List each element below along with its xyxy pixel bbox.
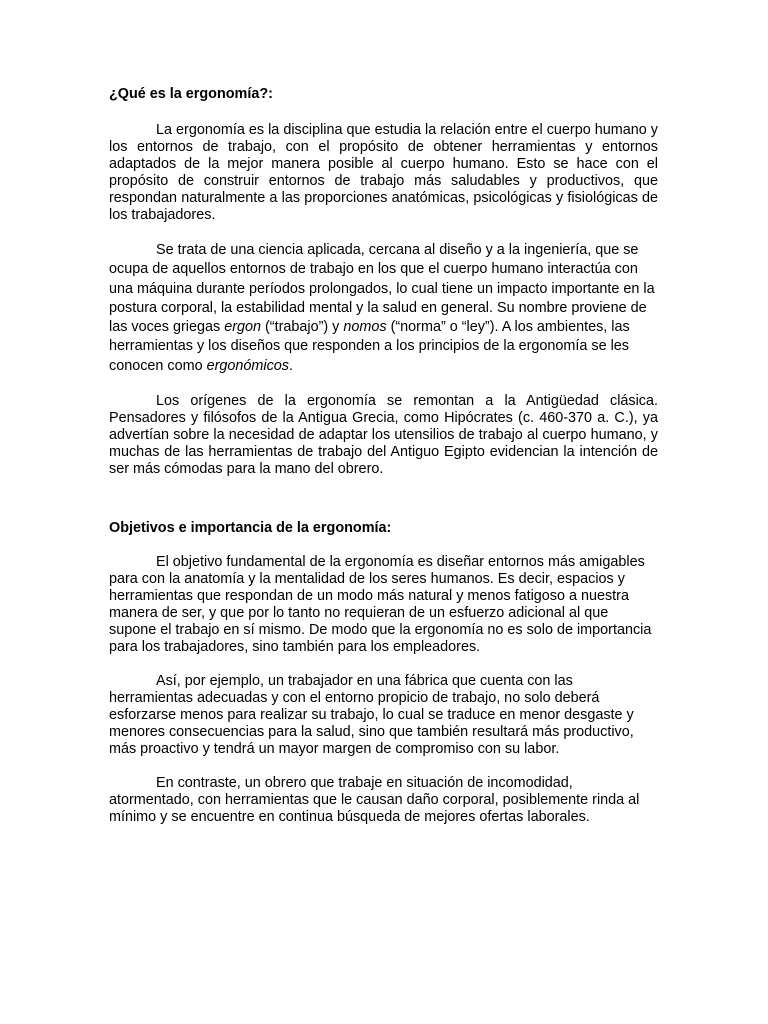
paragraph-text: .	[288, 357, 293, 374]
term-nomos: nomos	[343, 319, 387, 336]
section-heading-objetivos: Objetivos e importancia de la ergonomía:	[109, 520, 392, 537]
document-body	[109, 86, 658, 826]
paragraph-origenes: Los orígenes de la ergonomía se remontan a la Antigüedad clásica. Pensadores y filósofos de la Antigua Grecia, como Hipócrates (c. 460-370 a. C.), ya advertían sobre la necesidad de adaptar los utensilios de trabajo al cuerpo humano, y muchas de las herramientas de trabajo del Antiguo Egipto evidencian la intención de ser más cómodas para la mano del obrero.	[109, 393, 658, 478]
paragraph-ciencia-aplicada	[109, 241, 658, 376]
term-ergonomicos: ergonómicos	[206, 357, 289, 374]
paragraph-text: (“norma” o “ley”). A los ambientes, las herramientas y los diseños que responden a los principios de la ergonomía se les conocen como	[109, 319, 630, 374]
paragraph-ejemplo-trabajador: Así, por ejemplo, un trabajador en una fábrica que cuenta con las herramientas adecuadas y con el entorno propicio de trabajo, no solo deberá esforzarse menos para realizar su trabajo, lo cual se traduce en menor desgaste y menores consecuencias para la salud, sino que también resultará más productivo, más proactivo y tendrá un mayor margen de compromiso con su labor.	[109, 673, 634, 758]
paragraph-text: (“trabajo”) y	[261, 319, 344, 336]
paragraph-definicion: La ergonomía es la disciplina que estudia la relación entre el cuerpo humano y los entornos de trabajo, con el propósito de obtener herramientas y entornos adaptados de la mejor manera posible al cuerpo humano. Esto se hace con el propósito de construir entornos de trabajo más saludables y productivos, que respondan naturalmente a las proporciones anatómicas, psicológicas y fisiológicas de los trabajadores.	[109, 122, 658, 223]
paragraph-text: Se trata de una ciencia aplicada, cercana al diseño y a la ingeniería, que se ocupa de aquellos entornos de trabajo en los que el cuerpo humano interactúa con una máquina durante períodos prolongados, lo cual tiene un impacto importante en la postura corporal, la estabilidad mental y la salud en general. Su nombre proviene de las voces griegas	[109, 242, 655, 336]
section-heading-que-es: ¿Qué es la ergonomía?:	[109, 86, 273, 102]
term-ergon: ergon	[224, 319, 261, 336]
paragraph-objetivo-fundamental: El objetivo fundamental de la ergonomía es diseñar entornos más amigables para con la anatomía y la mentalidad de los seres humanos. Es decir, espacios y herramientas que respondan de un modo más natural y menos fatigoso a nuestra manera de ser, y que por lo tanto no requieran de un esfuerzo adicional al que supone el trabajo en sí mismo. De modo que la ergonomía no es solo de importancia para los trabajadores, sino también para los empleadores.	[109, 554, 652, 656]
paragraph-contraste: En contraste, un obrero que trabaje en situación de incomodidad, atormentado, con herramientas que le causan daño corporal, posiblemente rinda al mínimo y se encuentre en continua búsqueda de mejores ofertas laborales.	[109, 775, 640, 826]
